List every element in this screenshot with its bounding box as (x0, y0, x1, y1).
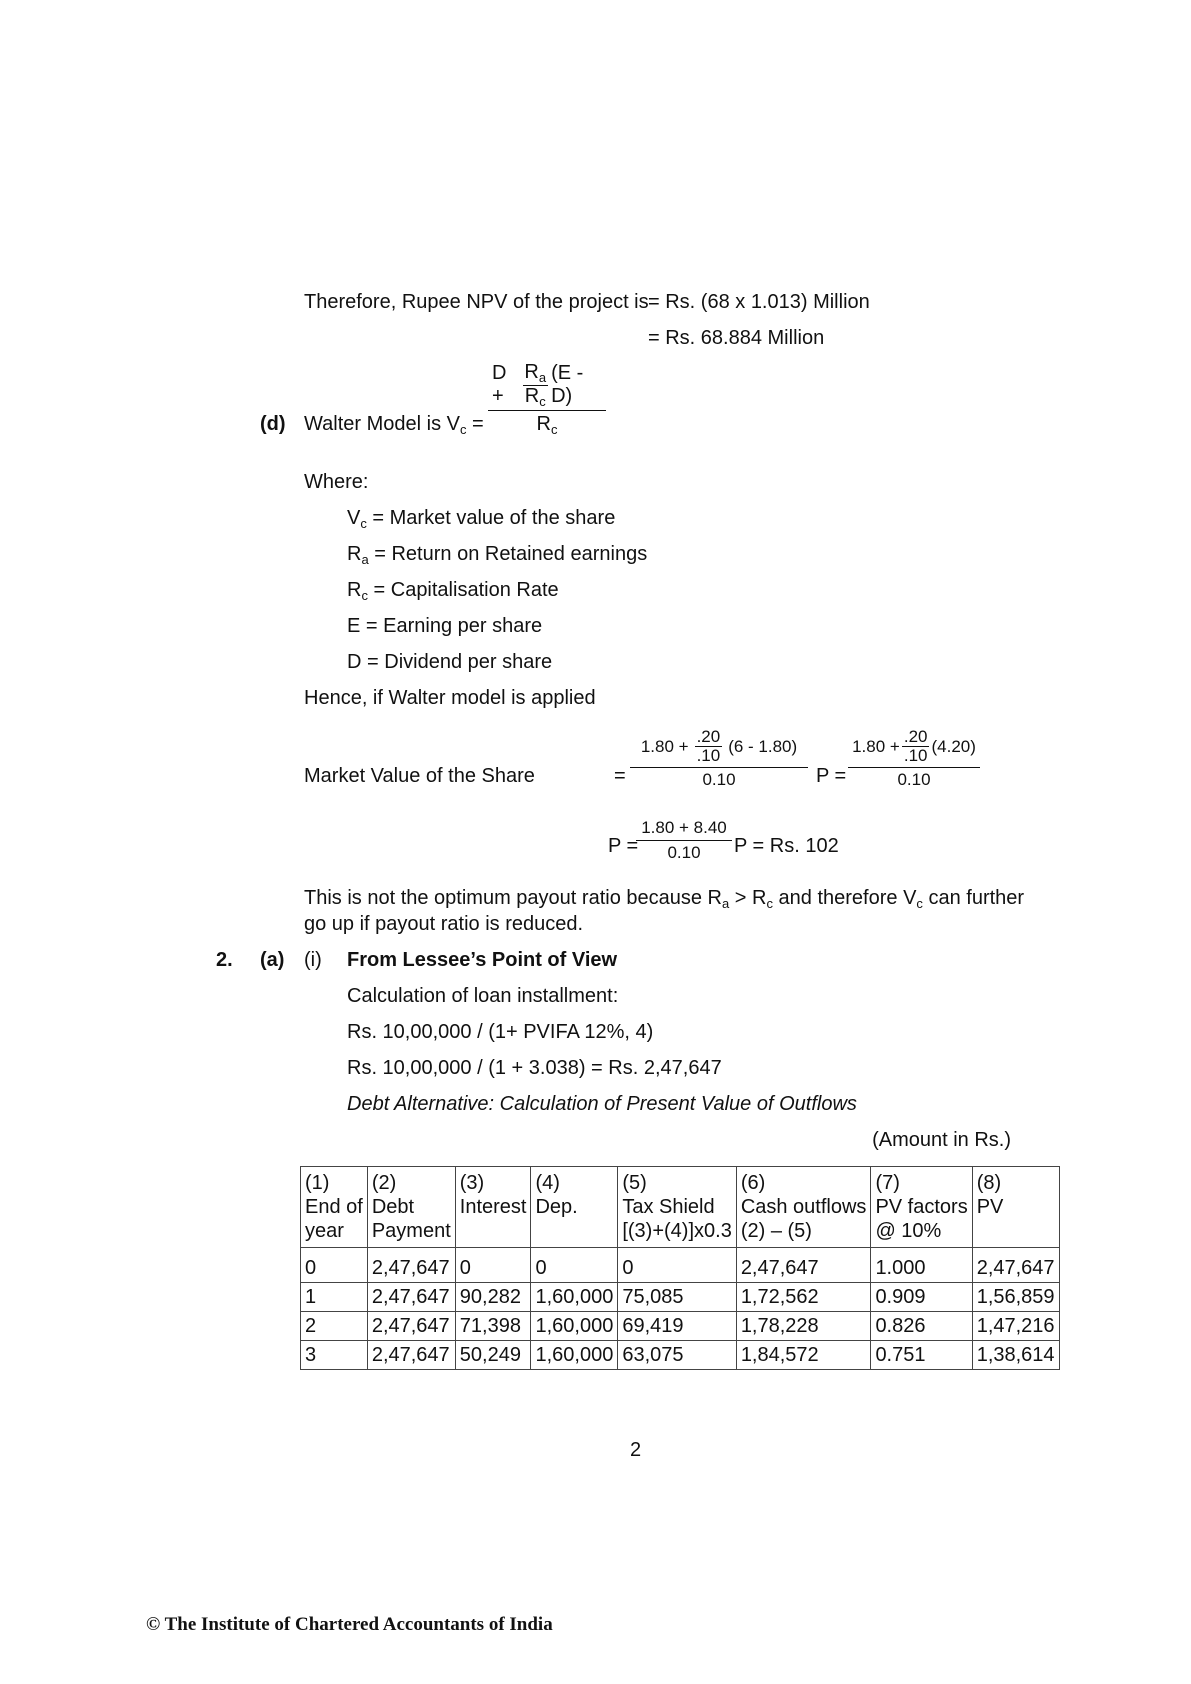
npv-line-2: = Rs. 68.884 Million (648, 327, 825, 349)
conclusion-text-d: can further (922, 887, 1025, 909)
calc2-ratio (902, 728, 930, 765)
def-sym: E (347, 615, 361, 637)
conclusion-sub-c: c (766, 896, 773, 911)
walter-ra (522, 362, 548, 385)
table-row (301, 1312, 1060, 1341)
calc3-den: 0.10 (667, 842, 701, 862)
table-cell: 1,60,000 (531, 1312, 618, 1341)
npv-line-1: = Rs. (68 x 1.013) Million (648, 291, 870, 313)
calc1-den: 0.10 (702, 769, 736, 789)
table-header-line: (8) (976, 1172, 1002, 1194)
walter-rc-text: R (524, 384, 540, 407)
table-header-row (301, 1167, 1060, 1248)
def-text: = Dividend per share (361, 651, 553, 673)
walter-formula-d: D + (492, 362, 507, 408)
loan-line-3: Rs. 10,00,000 / (1 + 3.038) = Rs. 2,47,647 (347, 1057, 722, 1079)
def-sub: c (360, 516, 367, 531)
walter-rc (523, 385, 548, 409)
table-header-line: Interest (459, 1196, 527, 1218)
table-header-line: (7) (875, 1172, 900, 1194)
table-header-line: End of (305, 1196, 363, 1218)
table-cell: 90,282 (455, 1283, 531, 1312)
calc1-ratio (695, 728, 723, 765)
table-cell: 1,47,216 (972, 1312, 1059, 1341)
table-header-line: @ 10% (875, 1220, 942, 1242)
table-row (301, 1248, 1060, 1283)
calc2-paren: (4.20) (931, 736, 976, 756)
walter-eq: = (472, 413, 484, 435)
question-number: 2. (216, 949, 233, 971)
walter-label (304, 412, 466, 438)
page-number: 2 (630, 1439, 642, 1461)
table-cell: 1,56,859 (972, 1283, 1059, 1312)
calc1-ratio-den: .10 (696, 745, 721, 765)
calc2-ratio-num: .20 (903, 727, 928, 746)
table-header-line: (2) – (5) (740, 1220, 812, 1242)
definition-vc (347, 506, 615, 532)
walter-formula-numerator (488, 362, 606, 410)
calc1-eq: = (614, 765, 626, 787)
table-header-cell (367, 1167, 455, 1248)
table-cell: 1 (301, 1283, 368, 1312)
market-value-label: Market Value of the Share (304, 765, 535, 787)
question-sub-part: (i) (304, 949, 322, 971)
table-header-line: (3) (459, 1172, 485, 1194)
calc1-numerator (637, 728, 801, 767)
walter-formula-denominator (533, 411, 562, 438)
loan-line-1: Calculation of loan installment: (347, 985, 619, 1007)
conclusion-line-2: go up if payout ratio is reduced. (304, 913, 584, 935)
table-header-cell (871, 1167, 972, 1248)
conclusion-sub-a: a (722, 896, 730, 911)
calc1-a: 1.80 + (640, 736, 689, 756)
calc3-result: P = Rs. 102 (734, 835, 839, 857)
where-label: Where: (304, 471, 369, 493)
table-cell: 0 (455, 1248, 531, 1283)
table-cell: 2,47,647 (736, 1248, 871, 1283)
table-cell: 1,84,572 (736, 1341, 871, 1370)
calc2-p: P = (816, 765, 847, 787)
conclusion-text-c: and therefore V (772, 887, 917, 909)
table-header-cell (455, 1167, 531, 1248)
table-header-line: (6) (740, 1172, 766, 1194)
table-cell: 1,78,228 (736, 1312, 871, 1341)
calc2-den: 0.10 (897, 769, 931, 789)
table-cell: 1,38,614 (972, 1341, 1059, 1370)
table-header-line: (1) (305, 1172, 330, 1194)
def-sym: R (347, 579, 362, 601)
def-sub: a (361, 552, 369, 567)
npv-label: Therefore, Rupee NPV of the project is (304, 291, 649, 313)
calc1-paren: (6 - 1.80) (728, 736, 798, 756)
walter-ra-text: R (524, 361, 539, 383)
definition-e (347, 614, 542, 638)
table-header-line: PV factors (875, 1196, 968, 1218)
table-cell: 0.909 (871, 1283, 972, 1312)
table-title: Debt Alternative: Calculation of Present Value of Outflows (347, 1093, 857, 1115)
section-heading: From Lessee’s Point of View (347, 949, 618, 971)
table-header-line: (4) (535, 1172, 560, 1194)
table-cell: 71,398 (455, 1312, 531, 1341)
present-value-table (300, 1166, 1060, 1370)
def-sym: V (347, 507, 361, 529)
table-row (301, 1283, 1060, 1312)
conclusion-sub-vc: c (916, 896, 923, 911)
calc2-a: 1.80 + (852, 736, 900, 756)
walter-den-sub: c (550, 422, 558, 438)
table-header-line: (2) (371, 1172, 397, 1194)
table-header-cell (972, 1167, 1059, 1248)
table-header-line: Cash outflows (740, 1196, 867, 1218)
table-cell: 2,47,647 (367, 1248, 455, 1283)
conclusion-line-1 (304, 886, 1025, 912)
table-cell: 0.826 (871, 1312, 972, 1341)
table-cell: 0 (301, 1248, 368, 1283)
calc3-p: P = (608, 835, 639, 857)
table-header-cell (618, 1167, 736, 1248)
table-header-line: year (305, 1220, 344, 1242)
table-cell: 69,419 (618, 1312, 736, 1341)
conclusion-text-b: > R (729, 887, 767, 909)
table-cell: 2,47,647 (367, 1283, 455, 1312)
calc2-fraction (848, 728, 980, 789)
walter-label-sub: c (459, 422, 467, 437)
table-cell: 0.751 (871, 1341, 972, 1370)
table-cell: 1,60,000 (531, 1283, 618, 1312)
calc1-ratio-num: .20 (696, 727, 721, 746)
definition-rc (347, 578, 559, 604)
def-text: = Return on Retained earnings (368, 543, 648, 565)
question-part: (a) (260, 949, 285, 971)
table-cell: 2 (301, 1312, 368, 1341)
table-header-cell (301, 1167, 368, 1248)
part-d-marker: (d) (260, 413, 286, 435)
table-header-cell (736, 1167, 871, 1248)
table-cell: 1.000 (871, 1248, 972, 1283)
table-header-line: Payment (371, 1220, 451, 1242)
walter-rc-sub: c (539, 393, 546, 409)
table-cell: 2,47,647 (367, 1341, 455, 1370)
walter-ra-rc-fraction (522, 362, 548, 408)
def-text: = Capitalisation Rate (367, 579, 559, 601)
table-cell: 1,60,000 (531, 1341, 618, 1370)
table-cell: 75,085 (618, 1283, 736, 1312)
definition-ra (347, 542, 647, 568)
calc2-numerator (848, 728, 980, 767)
def-text: = Earning per share (360, 615, 543, 637)
calc2-ratio-den: .10 (903, 745, 928, 765)
table-body (301, 1167, 1060, 1370)
walter-formula (488, 362, 606, 438)
table-cell: 63,075 (618, 1341, 736, 1370)
footer-copyright: © The Institute of Chartered Accountants of India (146, 1614, 553, 1635)
table-cell: 1,72,562 (736, 1283, 871, 1312)
amount-note: (Amount in Rs.) (872, 1129, 1011, 1151)
def-sym: D (347, 651, 362, 673)
hence-line: Hence, if Walter model is applied (304, 687, 596, 709)
table-header-line: [(3)+(4)]x0.3 (622, 1220, 732, 1242)
table-header-line: Dep. (535, 1196, 578, 1218)
walter-den-text: R (536, 413, 551, 436)
calc3-fraction (636, 818, 732, 862)
definition-d (347, 650, 552, 674)
table-cell: 0 (618, 1248, 736, 1283)
calc3-num: 1.80 + 8.40 (641, 818, 727, 837)
walter-ra-sub: a (538, 370, 547, 385)
def-text: = Market value of the share (366, 507, 616, 529)
table-cell: 3 (301, 1341, 368, 1370)
table-cell: 2,47,647 (367, 1312, 455, 1341)
table-cell: 2,47,647 (972, 1248, 1059, 1283)
loan-line-2: Rs. 10,00,000 / (1+ PVIFA 12%, 4) (347, 1021, 654, 1043)
table-header-line: Debt (371, 1196, 415, 1218)
def-sym: R (347, 543, 362, 565)
conclusion-text-a: This is not the optimum payout ratio because R (304, 887, 722, 909)
walter-formula-ed: (E - D) (551, 362, 584, 408)
table-header-line: Tax Shield (622, 1196, 715, 1218)
table-header-line: (5) (622, 1172, 647, 1194)
table-row (301, 1341, 1060, 1370)
table-cell: 50,249 (455, 1341, 531, 1370)
calc1-fraction (630, 728, 808, 789)
table-header-line: PV (976, 1196, 1004, 1218)
def-sub: c (361, 588, 368, 603)
table-header-cell (531, 1167, 618, 1248)
table-cell: 0 (531, 1248, 618, 1283)
walter-label-text: Walter Model is V (304, 413, 460, 435)
